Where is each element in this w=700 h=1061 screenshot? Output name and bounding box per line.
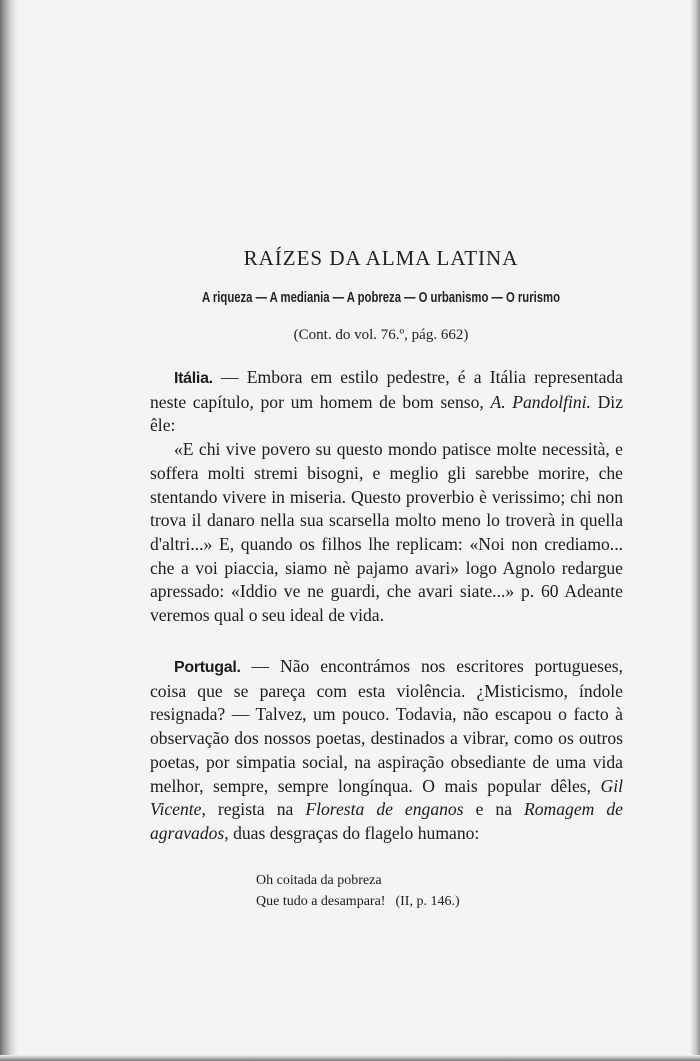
verse-line-1: Oh coitada da pobreza	[256, 873, 382, 888]
italia-heading: Itália.	[174, 370, 213, 387]
book-gutter-shadow	[0, 0, 20, 1061]
verse-line-2	[256, 891, 460, 912]
continuation-note: (Cont. do vol. 76.º, pág. 662)	[293, 327, 469, 343]
portugal-heading: Portugal.	[174, 659, 241, 676]
portugal-text-4: duas desgraças do flagelo humano:	[228, 822, 480, 843]
portugal-text-3: e na	[463, 799, 525, 820]
italia-text-2: Diz êle:	[150, 391, 623, 436]
portugal-work-2: Romagem de agravados,	[150, 799, 623, 843]
verse-quotation	[256, 870, 460, 912]
italia-quote: «E chi vive povero su questo mondo patisce molte necessità, e soffera molti stremi bisogni, e meglio gli sarebbe morire, che stentando vivere in miseria. Questo proverbio è verissimo; chi non trova il danaro nella sua scarsella molto meno lo troverà in quella d'altri...» E, quando os filhos lhe replicam: «Noi non crediamo... che a voi piaccia, siamo nè pajamo avari» logo Agnolo redargue apressado: «Iddio ve ne guardi, che avari siate...» p. 60 Adeante veremos qual o seu ideal de vida.	[150, 439, 623, 626]
italia-text-1: Embora em estilo pedestre, é a Itália representada neste capítulo, por um homem de bom senso,	[150, 367, 623, 412]
italia-dash: —	[212, 367, 247, 387]
page-edge-shadow	[690, 0, 700, 1061]
chapter-subtitle: A riqueza — A mediania — A pobreza — O urbanismo — O rurismo	[201, 290, 560, 306]
portugal-dash: —	[240, 656, 280, 676]
portugal-section	[150, 655, 623, 846]
page-bottom-shadow	[0, 1055, 700, 1061]
portugal-paragraph	[150, 655, 623, 846]
verse-reference: (II, p. 146.)	[395, 894, 460, 909]
portugal-text-2: regista na	[205, 799, 306, 820]
verse-line-2-text: Que tudo a desampara!	[256, 894, 386, 909]
portugal-text-1: Não encontrámos nos escritores portugueses, coisa que se pareça com esta violência. ¿Misticismo, índole resignada? — Talvez, um pouco. Todavia, não escapou o facto à observação dos nossos poetas, destinados a vibrar, como os outros poetas, por simpatia social, na aspiração obsediante de uma vida melhor, sempre, sempre longínqua. O mais popular dêles,	[150, 656, 624, 796]
chapter-title: RAÍZES DA ALMA LATINA	[243, 246, 519, 270]
italia-section	[150, 366, 623, 628]
italia-paragraph	[150, 366, 623, 438]
italia-author: A. Pandolfini.	[490, 391, 591, 412]
portugal-work-1: Floresta de enganos	[305, 799, 464, 820]
portugal-author: Gil Vicente,	[150, 775, 623, 820]
